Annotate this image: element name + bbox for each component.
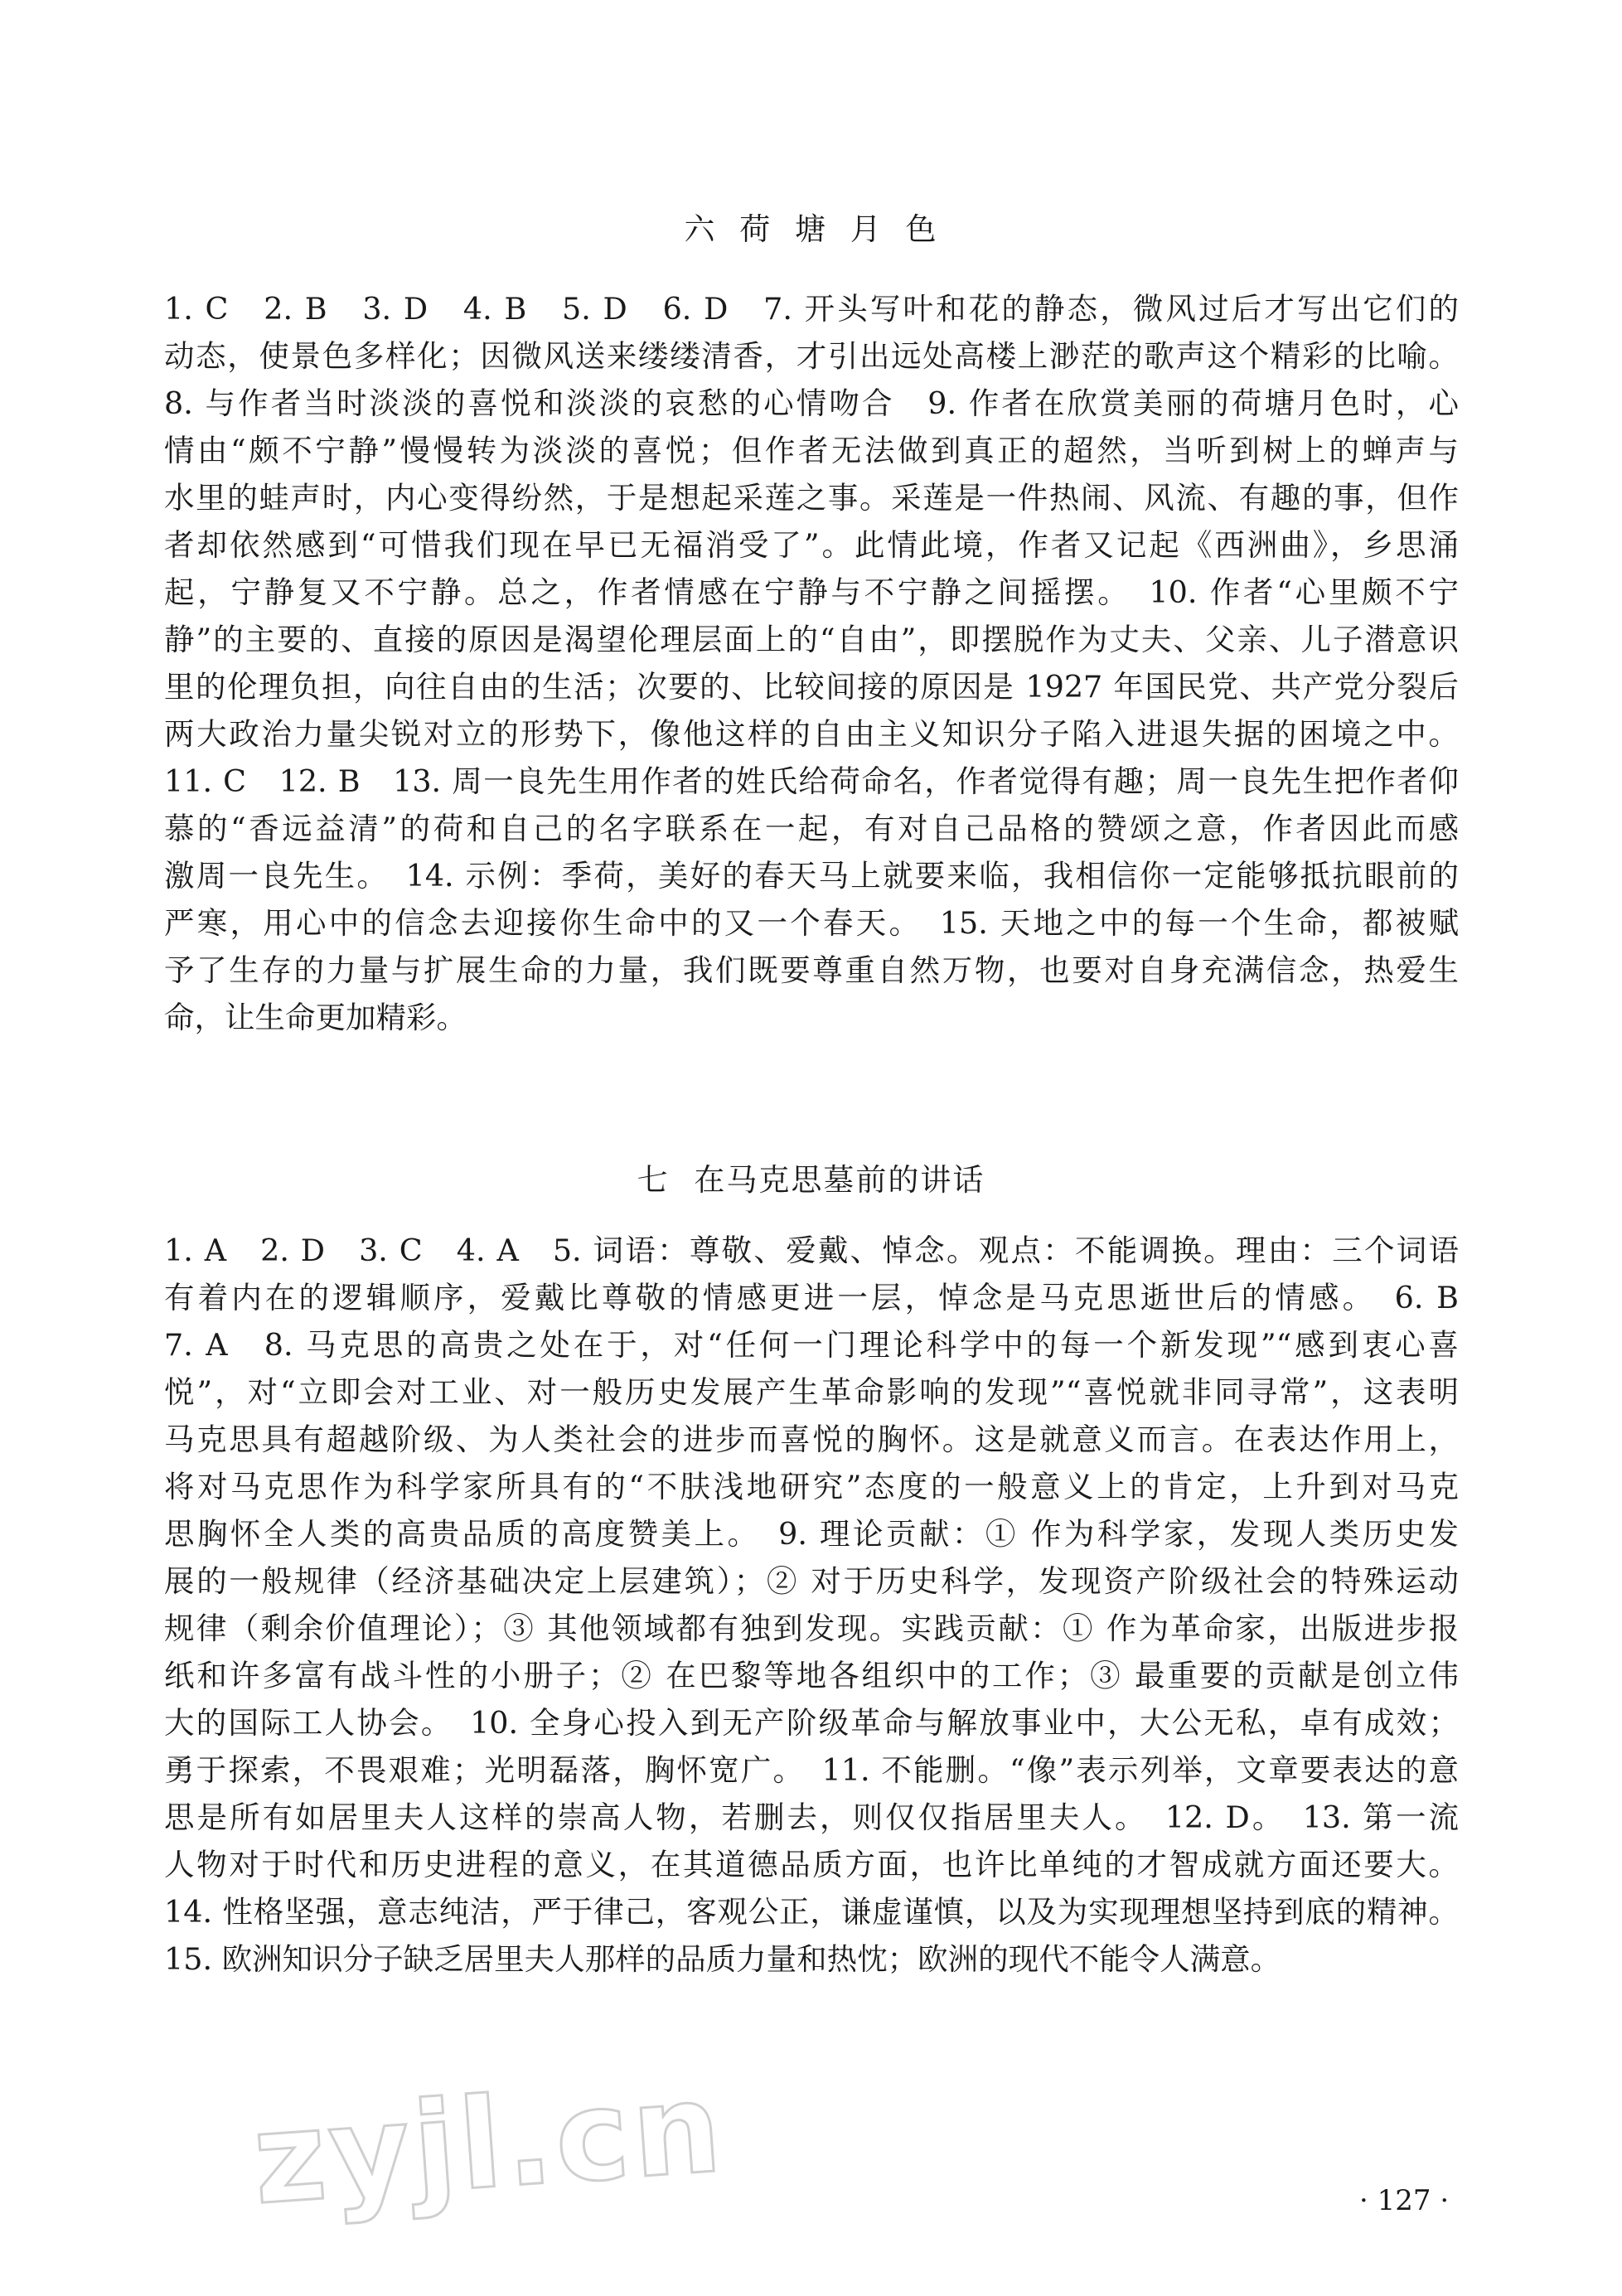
answer-line: 情由“颇不宁静”慢慢转为淡淡的喜悦；但作者无法做到真正的超然，当听到树上的蝉声与 (164, 433, 1459, 468)
answer-line: 人物对于时代和历史进程的意义，在其道德品质方面，也许比单纯的才智成就方面还要大。 (164, 1847, 1459, 1882)
answer-line: 激周一良先生。 14. 示例：季荷，美好的春天马上就要来临，我相信你一定能够抵抗眼前的 (164, 858, 1459, 894)
answer-line: 15. 欧洲知识分子缺乏居里夫人那样的品质力量和热忱；欧洲的现代不能令人满意。 (164, 1941, 1281, 1977)
answer-line: 予了生存的力量与扩展生命的力量，我们既要尊重自然万物，也要对自身充满信念，热爱生 (164, 952, 1459, 988)
answers-section-7 (164, 1227, 1459, 1983)
answer-line: 将对马克思作为科学家所具有的“不肤浅地研究”态度的一般意义上的肯定，上升到对马克 (164, 1469, 1459, 1504)
answer-line: 起，宁静复又不宁静。总之，作者情感在宁静与不宁静之间摇摆。 10. 作者“心里颇不宁 (164, 574, 1459, 610)
answer-line: 勇于探索，不畏艰难；光明磊落，胸怀宽广。 11. 不能删。“像”表示列举，文章要表达的意 (164, 1752, 1459, 1788)
answer-line: 静”的主要的、直接的原因是渴望伦理层面上的“自由”，即摆脱作为丈夫、父亲、儿子潜意识 (164, 622, 1459, 657)
answer-line: 纸和许多富有战斗性的小册子；② 在巴黎等地各组织中的工作；③ 最重要的贡献是创立伟 (164, 1658, 1459, 1693)
answer-line: 11. C 12. B 13. 周一良先生用作者的姓氏给荷命名，作者觉得有趣；周一良先生把作者仰 (164, 763, 1459, 799)
answer-line: 1. C 2. B 3. D 4. B 5. D 6. D 7. 开头写叶和花的静态，微风过后才写出它们的 (164, 291, 1459, 327)
answer-line: 里的伦理负担，向往自由的生活；次要的、比较间接的原因是 1927 年国民党、共产党分裂后 (164, 669, 1459, 705)
page-number: · 127 · (1359, 2184, 1450, 2217)
answer-line: 7. A 8. 马克思的高贵之处在于，对“任何一门理论科学中的每一个新发现”“感到衷心喜 (164, 1327, 1459, 1363)
answer-line: 慕的“香远益清”的荷和自己的名字联系在一起，有对自己品格的赞颂之意，作者因此而感 (164, 811, 1459, 846)
site-watermark: zyjl.cn (249, 2056, 729, 2233)
answer-line: 14. 性格坚强，意志纯洁，严于律己，客观公正，谦虚谨慎，以及为实现理想坚持到底的精神。 (164, 1894, 1459, 1930)
answer-line: 思胸怀全人类的高贵品质的高度赞美上。 9. 理论贡献：① 作为科学家，发现人类历史发 (164, 1516, 1459, 1552)
answers-section-6 (164, 285, 1459, 1041)
answer-line: 大的国际工人协会。 10. 全身心投入到无产阶级革命与解放事业中，大公无私，卓有成效； (164, 1705, 1459, 1741)
answer-line: 水里的蛙声时，内心变得纷然，于是想起采莲之事。采莲是一件热闹、风流、有趣的事，但作 (164, 480, 1459, 516)
section-title-lotus-pond-moonlight: 六 荷 塘 月 色 (684, 211, 938, 247)
answer-line: 马克思具有超越阶级、为人类社会的进步而喜悦的胸怀。这是就意义而言。在表达作用上， (164, 1422, 1459, 1457)
answer-line: 有着内在的逻辑顺序，爱戴比尊敬的情感更进一层，悼念是马克思逝世后的情感。 6. B (164, 1280, 1459, 1315)
answer-line: 动态，使景色多样化；因微风送来缕缕清香，才引出远处高楼上渺茫的歌声这个精彩的比喻。 (164, 338, 1459, 374)
answer-line: 严寒，用心中的信念去迎接你生命中的又一个春天。 15. 天地之中的每一个生命，都被赋 (164, 905, 1459, 941)
answer-line: 8. 与作者当时淡淡的喜悦和淡淡的哀愁的心情吻合 9. 作者在欣赏美丽的荷塘月色时，心 (164, 385, 1459, 421)
answer-line: 思是所有如居里夫人这样的崇高人物，若删去，则仅仅指居里夫人。 12. D。 13. 第一流 (164, 1800, 1459, 1835)
answer-line: 命，让生命更加精彩。 (164, 1000, 467, 1035)
answer-line: 者却依然感到“可惜我们现在早已无福消受了”。此情此境，作者又记起《西洲曲》，乡思涌 (164, 527, 1459, 563)
answer-line: 两大政治力量尖锐对立的形势下，像他这样的自由主义知识分子陷入进退失据的困境之中。 (164, 716, 1459, 752)
section-title-marx-grave-speech: 七 在马克思墓前的讲话 (637, 1162, 985, 1198)
answer-line: 1. A 2. D 3. C 4. A 5. 词语：尊敬、爱戴、悼念。观点：不能调换。理由：三个词语 (164, 1233, 1459, 1268)
answer-line: 悦”，对“立即会对工业、对一般历史发展产生革命影响的发现”“喜悦就非同寻常”，这表明 (164, 1374, 1459, 1410)
answer-line: 规律（剩余价值理论）；③ 其他领域都有独到发现。实践贡献：① 作为革命家，出版进步报 (164, 1611, 1459, 1646)
answer-line: 展的一般规律（经济基础决定上层建筑）；② 对于历史科学，发现资产阶级社会的特殊运动 (164, 1563, 1459, 1599)
